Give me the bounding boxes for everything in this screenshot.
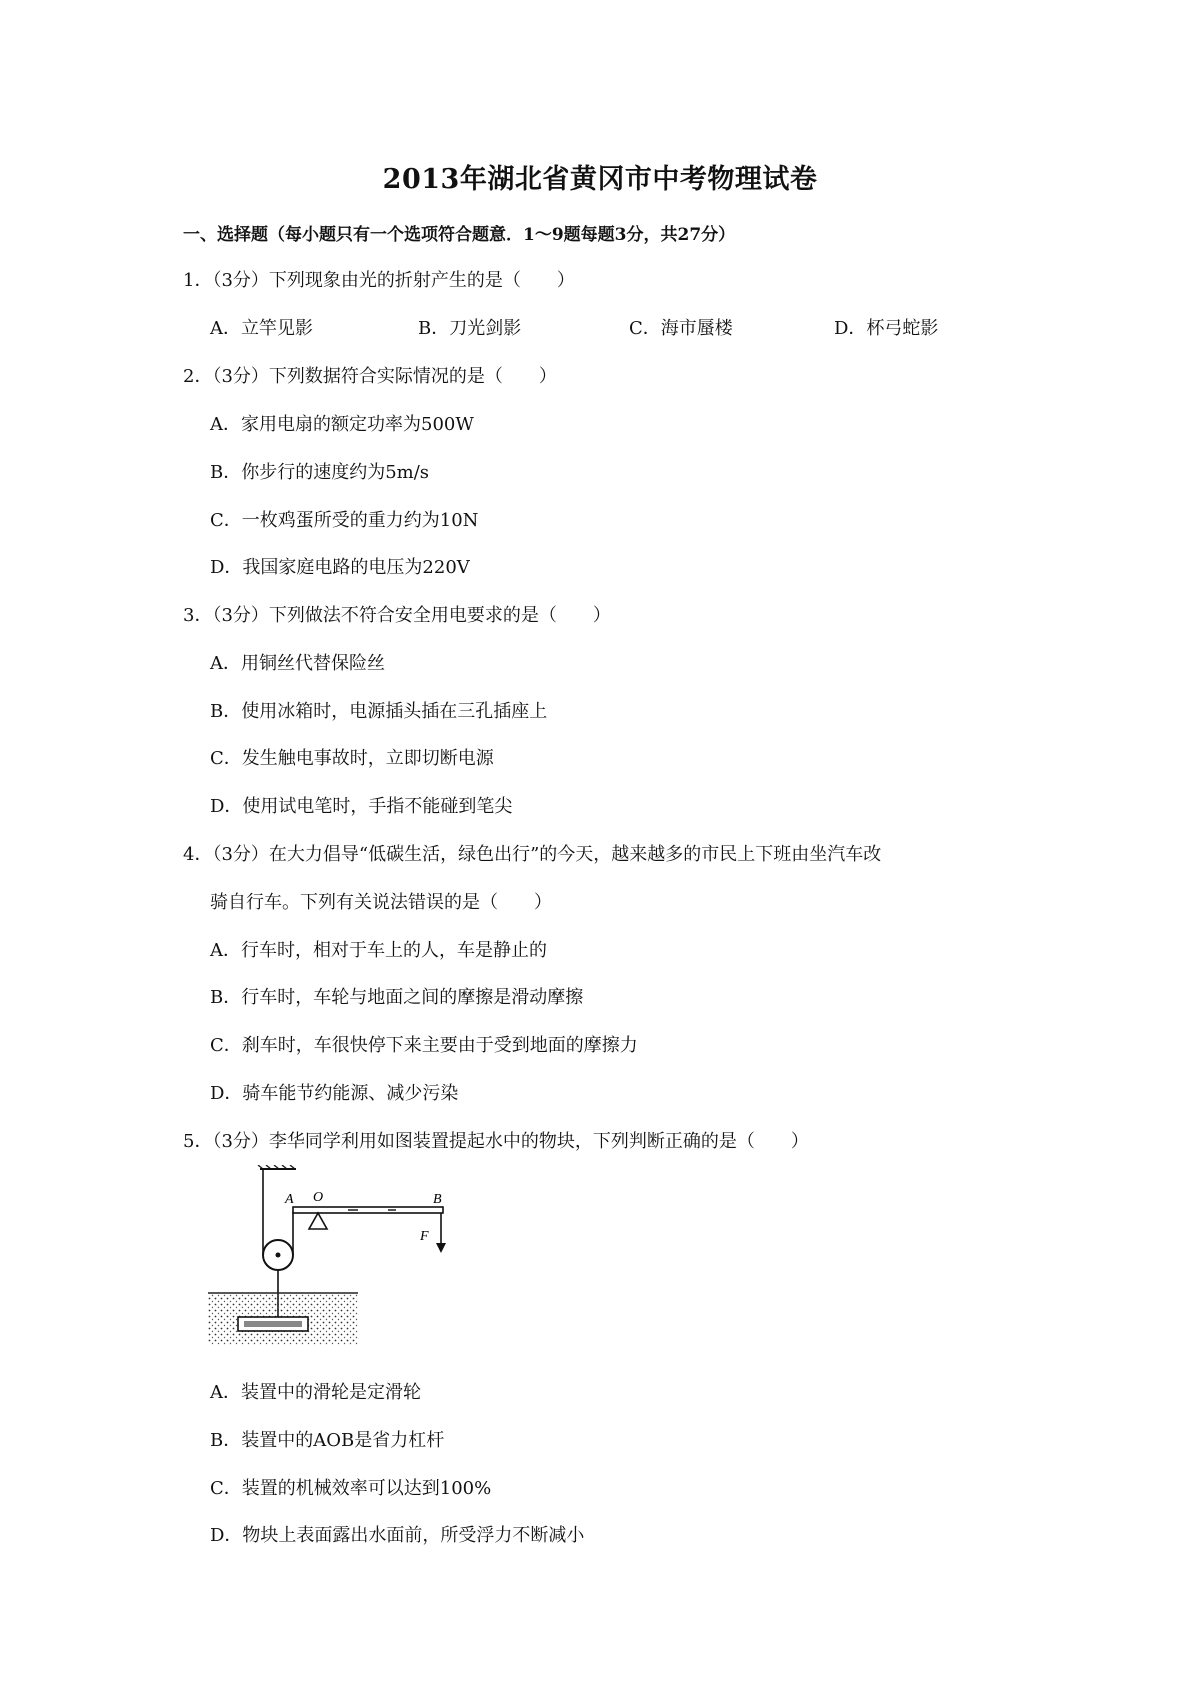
question-5-option-d: D．物块上表面露出水面前，所受浮力不断减小: [210, 1525, 585, 1546]
question-5-option-a: A．装置中的滑轮是定滑轮: [210, 1382, 421, 1403]
question-5-stem: 5．（3分）李华同学利用如图装置提起水中的物块，下列判断正确的是（ ）: [183, 1131, 809, 1152]
question-3-option-d: D．使用试电笔时，手指不能碰到笔尖: [210, 796, 513, 817]
lever-aob: [293, 1207, 443, 1213]
question-1-option-c: C．海市蜃楼: [629, 318, 733, 339]
question-1-option-d: D．杯弓蛇影: [834, 318, 939, 339]
question-3-stem: 3．（3分）下列做法不符合安全用电要求的是（ ）: [183, 605, 611, 626]
question-4-option-d: D．骑车能节约能源、减少污染: [210, 1083, 459, 1104]
fulcrum: [309, 1213, 327, 1229]
question-5-option-c: C．装置的机械效率可以达到100%: [210, 1478, 492, 1499]
question-1-stem: 1．（3分）下列现象由光的折射产生的是（ ）: [183, 270, 575, 291]
question-1-options: [0, 314, 1200, 344]
question-2-option-c: C．一枚鸡蛋所受的重力约为10N: [210, 510, 479, 531]
question-3-option-a: A．用铜丝代替保险丝: [210, 653, 385, 674]
ceiling-support: [258, 1165, 296, 1169]
section-heading: 一、选择题（每小题只有一个选项符合题意．1～9题每题3分，共27分）: [183, 225, 736, 245]
question-2-option-d: D．我国家庭电路的电压为220V: [210, 557, 470, 578]
question-4-option-b: B．行车时，车轮与地面之间的摩擦是滑动摩擦: [210, 987, 584, 1008]
page-title: 2013年湖北省黄冈市中考物理试卷: [382, 164, 818, 195]
question-4-option-a: A．行车时，相对于车上的人，车是静止的: [210, 940, 547, 961]
label-o: O: [313, 1190, 324, 1205]
pulley-axle: [276, 1253, 281, 1258]
label-f: F: [420, 1229, 429, 1244]
question-3-option-c: C．发生触电事故时，立即切断电源: [210, 748, 494, 769]
question-2-option-a: A．家用电扇的额定功率为500W: [210, 414, 474, 435]
pulley-lever-figure: [208, 1165, 468, 1345]
question-2-option-b: B．你步行的速度约为5m/s: [210, 462, 430, 483]
question-4-stem-continued: 骑自行车。下列有关说法错误的是（ ）: [210, 892, 552, 913]
question-5-option-b: B．装置中的AOB是省力杠杆: [210, 1430, 445, 1451]
force-arrow-head: [436, 1243, 446, 1253]
question-2-stem: 2．（3分）下列数据符合实际情况的是（ ）: [183, 366, 557, 387]
question-3-option-b: B．使用冰箱时，电源插头插在三孔插座上: [210, 701, 548, 722]
question-1-option-b: B．刀光剑影: [418, 318, 522, 339]
block-shading: [244, 1321, 302, 1327]
question-4-stem: 4．（3分）在大力倡导“低碳生活，绿色出行”的今天，越来越多的市民上下班由坐汽车改: [183, 844, 882, 865]
question-4-option-c: C．刹车时，车很快停下来主要由于受到地面的摩擦力: [210, 1035, 638, 1056]
label-b: B: [433, 1192, 442, 1207]
question-1-option-a: A．立竿见影: [210, 318, 313, 339]
label-a: A: [285, 1192, 294, 1207]
